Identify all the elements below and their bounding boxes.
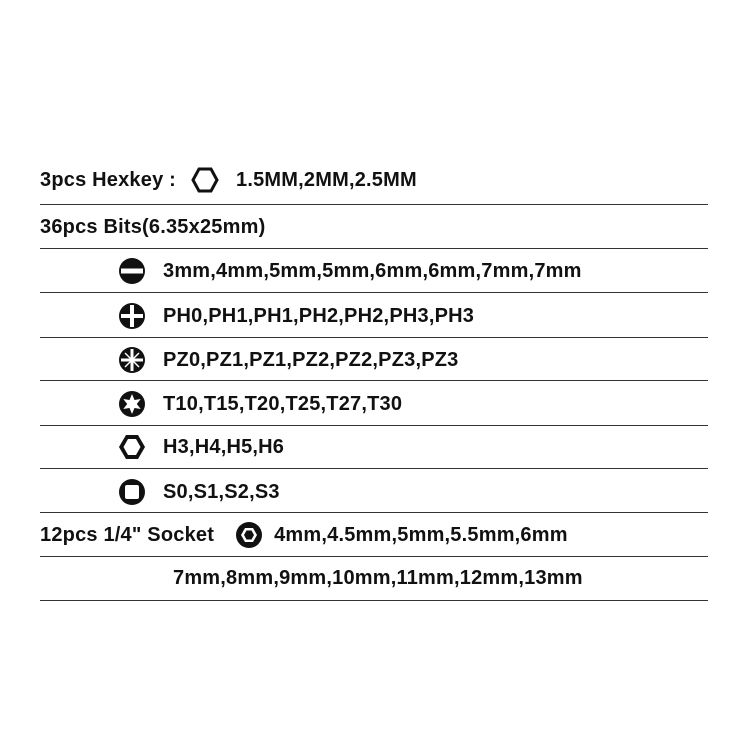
socket-row bbox=[40, 520, 708, 550]
divider bbox=[40, 248, 708, 249]
bit-sizes: PH0,PH1,PH1,PH2,PH2,PH3,PH3 bbox=[163, 304, 475, 327]
bit-sizes: H3,H4,H5,H6 bbox=[163, 435, 285, 458]
bit-row-phillips bbox=[117, 301, 708, 331]
divider bbox=[40, 292, 708, 293]
divider bbox=[40, 337, 708, 338]
hex-socket-icon bbox=[234, 520, 264, 550]
divider bbox=[40, 380, 708, 381]
bit-row-hex bbox=[117, 432, 708, 462]
bit-sizes: T10,T15,T20,T25,T27,T30 bbox=[163, 392, 403, 415]
socket-sizes-line2: 7mm,8mm,9mm,10mm,11mm,12mm,13mm bbox=[173, 566, 583, 589]
bits-header-row bbox=[40, 212, 708, 242]
socket-label: 12pcs 1/4" Socket bbox=[40, 523, 215, 546]
divider bbox=[40, 512, 708, 513]
divider bbox=[40, 204, 708, 205]
divider bbox=[40, 425, 708, 426]
bit-row-torx bbox=[117, 389, 708, 419]
hexagon-outline-icon bbox=[190, 165, 220, 195]
square-bit-icon bbox=[117, 477, 147, 507]
divider bbox=[40, 468, 708, 469]
bit-row-slotted bbox=[117, 256, 708, 286]
bit-sizes: PZ0,PZ1,PZ1,PZ2,PZ2,PZ3,PZ3 bbox=[163, 348, 459, 371]
slotted-icon bbox=[117, 256, 147, 286]
bit-sizes: S0,S1,S2,S3 bbox=[163, 480, 280, 503]
hexkey-sizes: 1.5MM,2MM,2.5MM bbox=[236, 168, 417, 191]
hex-bit-icon bbox=[117, 432, 147, 462]
bit-sizes: 3mm,4mm,5mm,5mm,6mm,6mm,7mm,7mm bbox=[163, 259, 582, 282]
divider bbox=[40, 600, 708, 601]
socket-sizes-line1: 4mm,4.5mm,5mm,5.5mm,6mm bbox=[274, 523, 568, 546]
divider bbox=[40, 556, 708, 557]
torx-icon bbox=[117, 389, 147, 419]
hexkey-label: 3pcs Hexkey : bbox=[40, 168, 177, 191]
pozidriv-icon bbox=[117, 345, 147, 375]
socket-row-2 bbox=[173, 563, 708, 593]
hexkey-row bbox=[40, 165, 708, 195]
bits-header: 36pcs Bits(6.35x25mm) bbox=[40, 215, 266, 238]
phillips-icon bbox=[117, 301, 147, 331]
bit-row-square bbox=[117, 477, 708, 507]
bit-row-pozidriv bbox=[117, 345, 708, 375]
